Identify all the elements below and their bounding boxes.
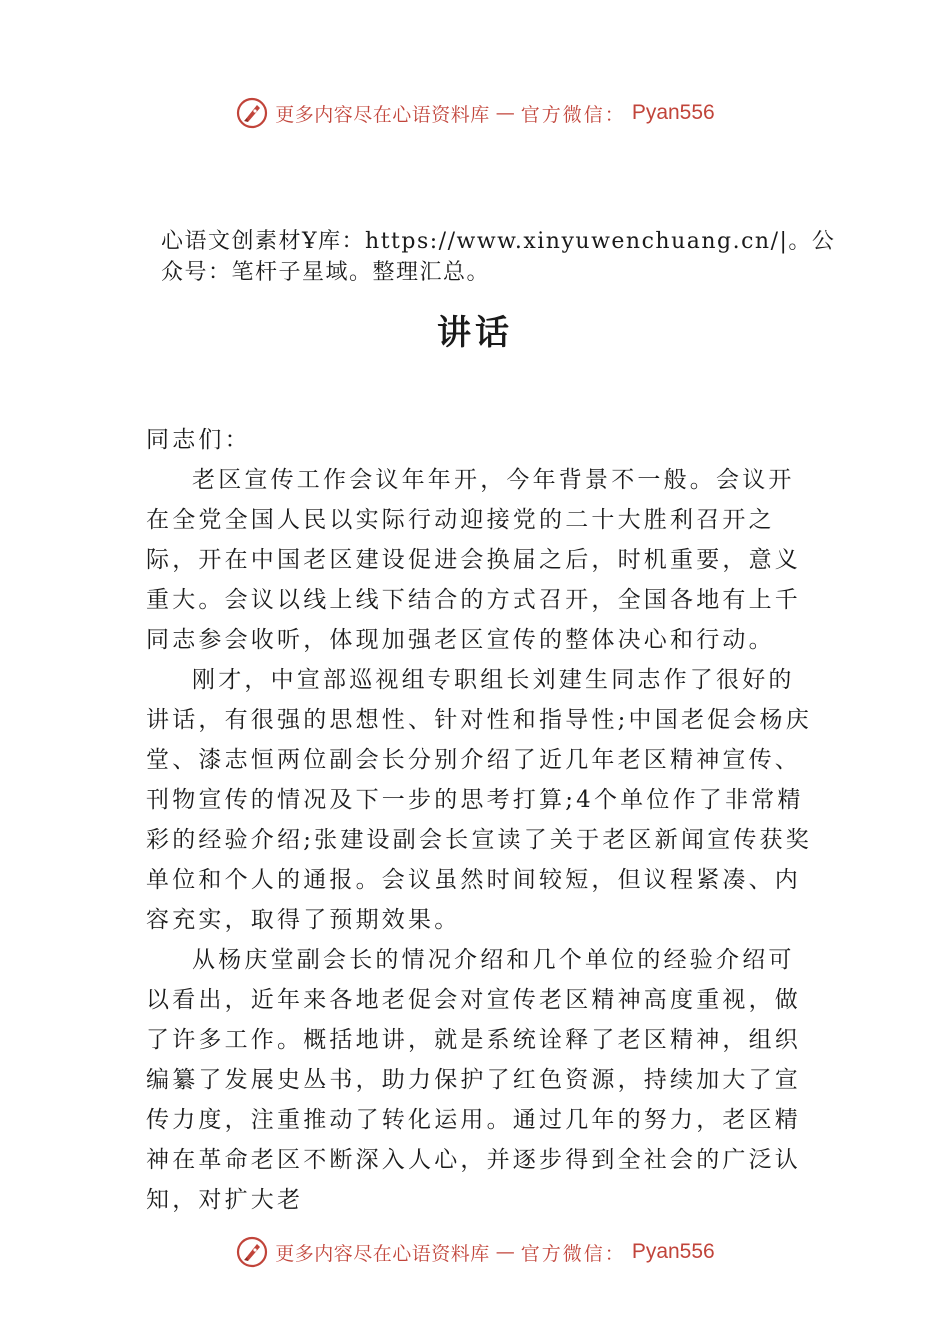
- pen-nib-icon: [235, 1235, 269, 1269]
- pen-nib-icon: [235, 96, 269, 130]
- promo-separator: —: [495, 102, 515, 124]
- body-paragraph: 刚才，中宣部巡视组专职组长刘建生同志作了很好的讲话，有很强的思想性、针对性和指导性;中国老促会杨庆堂、漆志恒两位副会长分别介绍了近几年老区精神宣传、刊物宣传的情况及下一步的思考打算;4个单位作了非常精彩的经验介绍;张建设副会长宣读了关于老区新闻宣传获奖单位和个人的通报。会议虽然时间较短，但议程紧凑、内容充实，取得了预期效果。: [146, 667, 812, 933]
- wechat-label: 官方微信：: [520, 1242, 626, 1265]
- document-body: [146, 420, 816, 1220]
- promo-text: 更多内容尽在心语资料库: [275, 1242, 490, 1265]
- body-paragraph: 老区宣传工作会议年年开，今年背景不一般。会议开在全党全国人民以实际行动迎接党的二十大胜利召开之际，开在中国老区建设促进会换届之后，时机重要，意义重大。会议以线上线下结合的方式召开，全国各地有上千同志参会收听，体现加强老区宣传的整体决心和行动。: [146, 467, 801, 653]
- wechat-id: Pyan556: [631, 101, 715, 124]
- document-title: 讲话: [437, 313, 513, 353]
- wechat-label: 官方微信：: [520, 103, 626, 126]
- source-note: 心语文创素材Ұ库：https://www.xinyuwenchuang.cn/|。公众号：笔杆子星域。整理汇总。: [161, 229, 836, 285]
- header-watermark-banner: [0, 93, 950, 133]
- footer-watermark-banner: [0, 1232, 950, 1272]
- body-paragraph: 从杨庆堂副会长的情况介绍和几个单位的经验介绍可以看出，近年来各地老促会对宣传老区精神高度重视，做了许多工作。概括地讲，就是系统诠释了老区精神，组织编纂了发展史丛书，助力保护了红色资源，持续加大了宣传力度，注重推动了转化运用。通过几年的努力，老区精神在革命老区不断深入人心，并逐步得到全社会的广泛认知，对扩大老: [146, 947, 801, 1213]
- wechat-id: Pyan556: [631, 1240, 715, 1263]
- promo-text: 更多内容尽在心语资料库: [275, 103, 490, 126]
- salutation: 同志们：: [146, 427, 251, 453]
- promo-separator: —: [495, 1241, 515, 1263]
